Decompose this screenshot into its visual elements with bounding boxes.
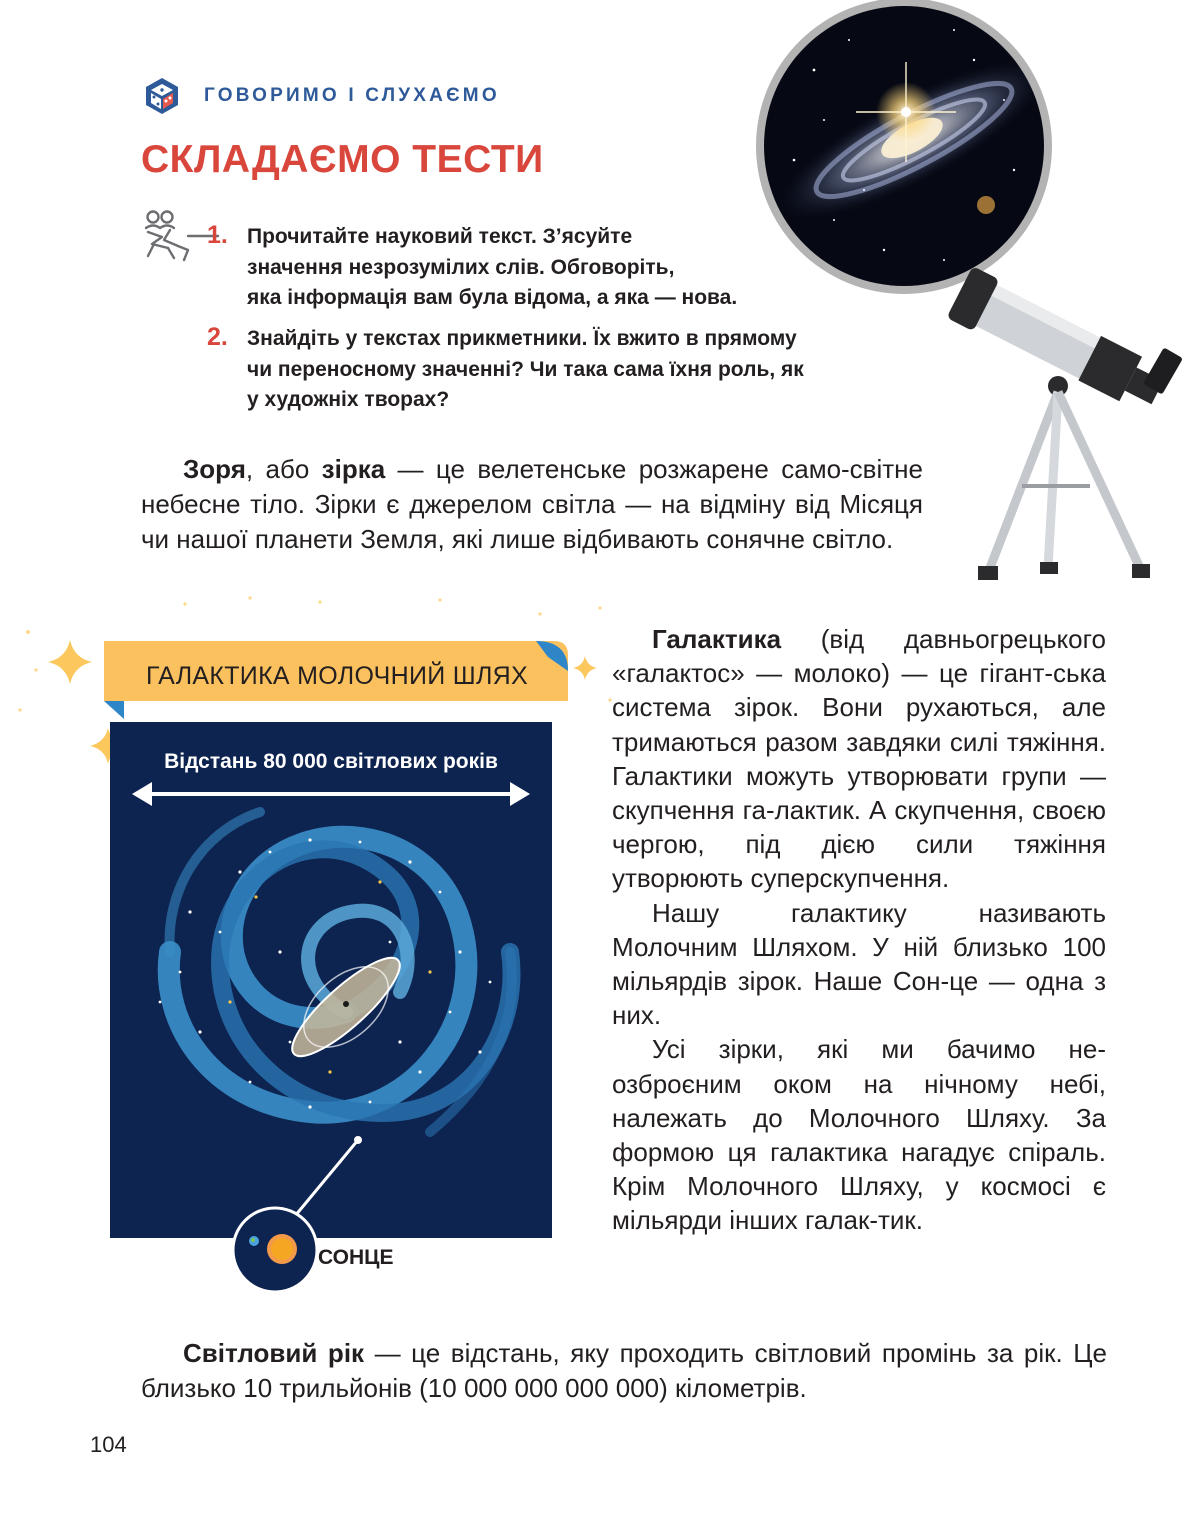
- section-title: ГОВОРИМО І СЛУХАЄМО: [204, 85, 500, 106]
- task-number: 1.: [207, 221, 228, 249]
- sun-label: СОНЦЕ: [318, 1246, 394, 1269]
- lesson-title: СКЛАДАЄМО ТЕСТИ: [141, 138, 544, 181]
- task-line: Прочитайте науковий текст. З’ясуйте: [247, 225, 633, 248]
- text-fragment: (від давньогрецького «галактос» — молоко) — це гігант-ська система зірок. Вони рухаються, але тримаються разом завдяки силі тяжіння. Галактики можуть утворювати групи — скупчення га-лактик. А скупчення, своєю чергою, під дією сили тяжіння утворюють суперскупчення.: [612, 624, 1106, 894]
- text-fragment: — це велетенське розжарене само-світне небесне тіло. Зірки є джерелом світла — на відміну від Місяця чи нашої планети Земля, які лише відбивають сонячне світло.: [141, 454, 924, 554]
- task-1: [207, 222, 737, 314]
- task-line: значення незрозумілих слів. Обговоріть,: [247, 255, 675, 279]
- telescope-image: [940, 268, 1190, 588]
- text-fragment: — це відстань, яку проходить світловий промінь за рік. Це близько 10 трильйонів (10 000 000 000 000) кілометрів.: [141, 1338, 1107, 1403]
- task-line: Знайдіть у текстах прикметники. Їх вжито в прямому: [247, 327, 797, 350]
- paragraph-svitlovyi-rik: [141, 1336, 1107, 1405]
- page-number: 104: [90, 1432, 127, 1457]
- section-header: [142, 76, 500, 116]
- paragraph-nasha: Нашу галактику називають Молочним Шляхом. У ній близько 100 мільярдів зірок. Наше Сон-це — одна з них.: [612, 897, 1106, 1031]
- task-2: [207, 324, 804, 416]
- task-line: чи переносному значенні? Чи така сама їхня роль, як: [247, 357, 804, 381]
- term-galaktyka: Галактика: [652, 624, 782, 654]
- term-zirka: зірка: [321, 454, 386, 484]
- text-fragment: , або: [245, 454, 322, 484]
- task-line: яка інформація вам була відома, а яка — нова.: [247, 286, 738, 309]
- banner-title: ГАЛАКТИКА МОЛОЧНИЙ ШЛЯХ: [146, 662, 528, 690]
- paragraph-usi: Усі зірки, які ми бачимо не-озброєним оком на нічному небі, належать до Молочного Шляху. За формою ця галактика нагадує спіраль. Крім Молочного Шляху, у космосі є мільярди інших галак-тик.: [612, 1034, 1106, 1236]
- term-svitlovyi-rik: Світловий рік: [183, 1338, 365, 1368]
- distance-label: Відстань 80 000 світлових років: [164, 750, 498, 773]
- sun-icon: [230, 1205, 320, 1295]
- milky-way-diagram: [110, 722, 552, 1238]
- task-text: [247, 324, 804, 416]
- paragraph-galaktyka: [612, 622, 1106, 896]
- paragraph-zorya: [141, 452, 923, 557]
- galaxy-photo: [754, 0, 1054, 298]
- term-zorya: Зоря: [183, 454, 246, 484]
- task-number: 2.: [207, 323, 228, 351]
- task-line: у художніх творах?: [247, 388, 450, 411]
- galaxy-text-column: [612, 622, 1106, 1238]
- cube-icon: [142, 76, 182, 116]
- task-text: [247, 222, 737, 314]
